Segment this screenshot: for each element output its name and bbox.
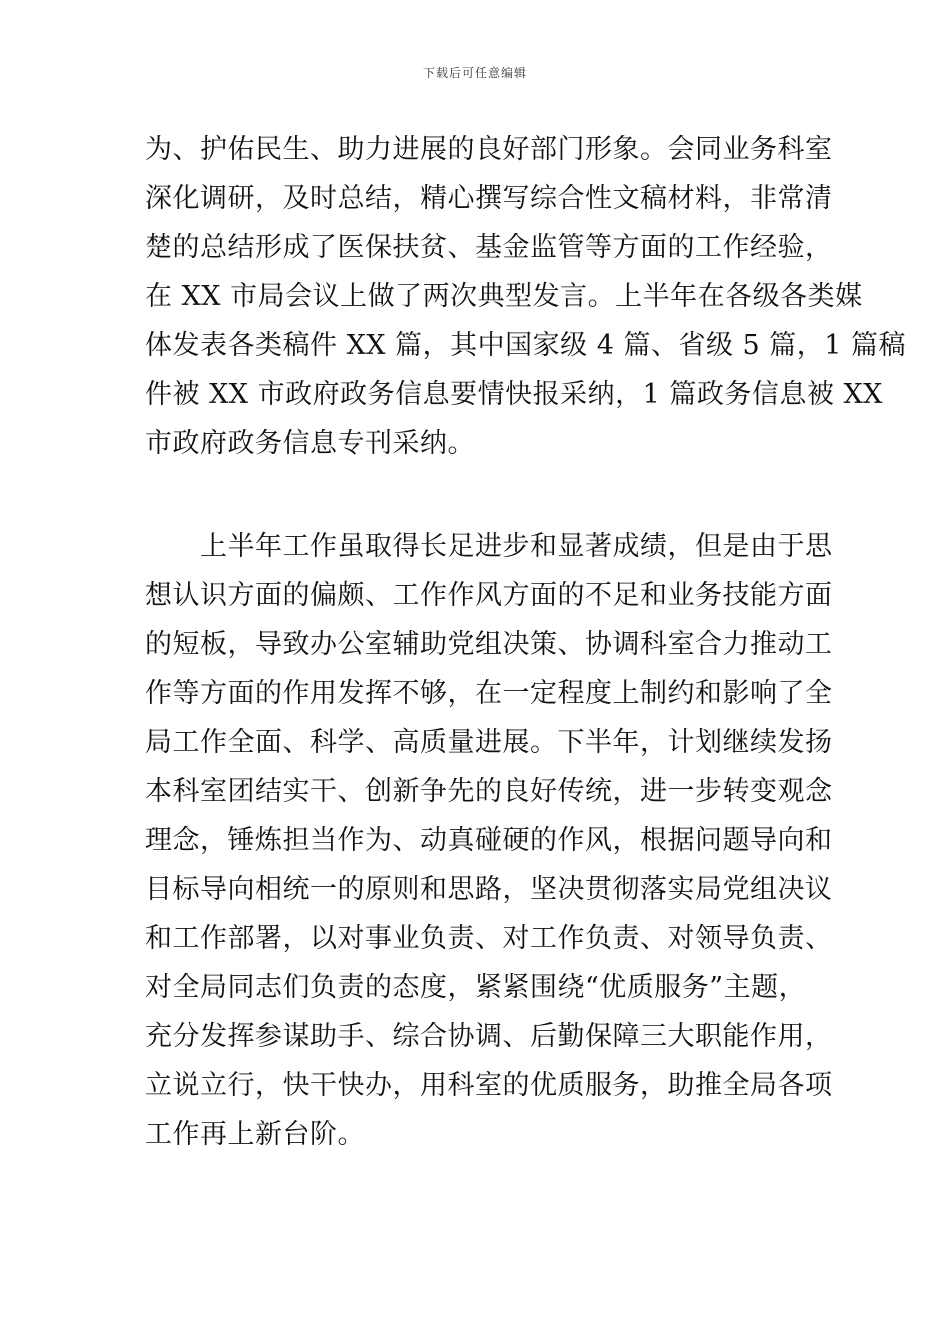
paragraph-line: 作等方面的作用发挥不够，在一定程度上制约和影响了全 xyxy=(145,678,833,709)
paragraph-line: 在 XX 市局会议上做了两次典型发言。上半年在各级各类媒 xyxy=(145,281,863,312)
paragraph-line: 充分发挥参谋助手、综合协调、后勤保障三大职能作用， xyxy=(145,1021,833,1052)
paragraph-line: 体发表各类稿件 XX 篇，其中国家级 4 篇、省级 5 篇，1 篇稿 xyxy=(145,330,907,361)
paragraph-line: 理念，锤炼担当作为、动真碰硬的作风，根据问题导向和 xyxy=(145,825,833,856)
paragraph-line: 深化调研，及时总结，精心撰写综合性文稿材料，非常清 xyxy=(145,183,833,214)
paragraph-line: 局工作全面、科学、高质量进展。下半年，计划继续发扬 xyxy=(145,727,833,758)
paragraph-line: 市政府政务信息专刊采纳。 xyxy=(145,428,475,459)
paragraph-line: 目标导向相统一的原则和思路，坚决贯彻落实局党组决议 xyxy=(145,874,833,905)
paragraph-line: 和工作部署，以对事业负责、对工作负责、对领导负责、 xyxy=(145,923,833,954)
page-header: 下载后可任意编辑 xyxy=(422,66,527,80)
paragraph-line: 对全局同志们负责的态度，紧紧围绕“优质服务”主题， xyxy=(145,972,807,1003)
paragraph-line: 的短板，导致办公室辅助党组决策、协调科室合力推动工 xyxy=(145,629,833,660)
paragraph-line: 工作再上新台阶。 xyxy=(145,1119,365,1150)
paragraph-line: 上半年工作虽取得长足进步和显著成绩，但是由于思 xyxy=(145,531,833,562)
paragraph-line: 立说立行，快干快办，用科室的优质服务，助推全局各项 xyxy=(145,1070,833,1101)
paragraph-line: 想认识方面的偏颇、工作作风方面的不足和业务技能方面 xyxy=(145,580,833,611)
paragraph-line: 件被 XX 市政府政务信息要情快报采纳，1 篇政务信息被 XX xyxy=(145,379,883,410)
paragraph-line: 本科室团结实干、创新争先的良好传统，进一步转变观念 xyxy=(145,776,833,807)
paragraph-line: 楚的总结形成了医保扶贫、基金监管等方面的工作经验， xyxy=(145,232,833,263)
paragraph-line: 为、护佑民生、助力进展的良好部门形象。会同业务科室 xyxy=(145,134,833,165)
